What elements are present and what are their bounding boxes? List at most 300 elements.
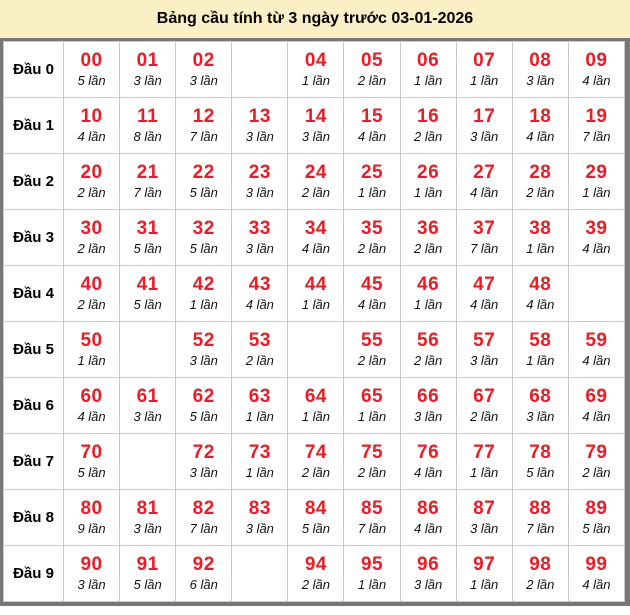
pair-cell xyxy=(400,434,456,490)
pair-number: 31 xyxy=(136,218,159,239)
pair-count: 1 lần xyxy=(301,73,331,88)
pair-number: 53 xyxy=(248,330,271,351)
pair-number: 55 xyxy=(360,330,384,351)
pair-number: 14 xyxy=(304,106,327,127)
pair-cell xyxy=(232,490,288,546)
pair-count: 7 lần xyxy=(189,521,218,536)
pair-count: 1 lần xyxy=(414,297,443,312)
pair-count: 2 lần xyxy=(245,353,274,368)
pair-cell xyxy=(176,322,232,378)
pair-cell xyxy=(456,322,512,378)
pair-count: 3 lần xyxy=(526,409,555,424)
pair-cell xyxy=(400,42,456,98)
pair-number: 38 xyxy=(529,218,552,239)
pair-cell xyxy=(64,154,120,210)
pair-cell xyxy=(288,378,344,434)
pair-number: 42 xyxy=(192,274,215,295)
pair-number: 83 xyxy=(248,498,271,519)
pair-number: 99 xyxy=(585,554,608,575)
pair-cell xyxy=(176,546,232,602)
pair-count: 4 lần xyxy=(357,297,387,312)
pair-cell xyxy=(120,98,176,154)
row-header: Đầu 8 xyxy=(4,490,64,546)
pair-number: 39 xyxy=(585,218,608,239)
pair-cell xyxy=(344,154,400,210)
pair-number: 78 xyxy=(529,442,552,463)
pair-cell xyxy=(512,546,568,602)
pair-cell xyxy=(568,42,624,98)
pair-count: 1 lần xyxy=(357,409,387,424)
pair-number: 92 xyxy=(192,554,215,575)
table-row xyxy=(4,98,625,154)
pair-count: 1 lần xyxy=(414,185,443,200)
pair-number: 47 xyxy=(473,274,496,295)
pair-count: 4 lần xyxy=(414,521,443,536)
pair-number: 56 xyxy=(417,330,440,351)
pair-count: 1 lần xyxy=(582,185,611,200)
pair-number: 70 xyxy=(80,442,103,463)
pair-cell xyxy=(176,434,232,490)
pair-count: 7 lần xyxy=(357,521,387,536)
pair-number: 75 xyxy=(360,442,384,463)
pair-number: 46 xyxy=(417,274,440,295)
pair-number: 06 xyxy=(417,50,440,71)
pair-cell xyxy=(120,546,176,602)
pair-number: 32 xyxy=(192,218,215,239)
pair-number: 07 xyxy=(473,50,496,71)
pair-count: 5 lần xyxy=(133,241,162,256)
pair-count: 3 lần xyxy=(470,521,499,536)
pair-cell xyxy=(64,490,120,546)
pair-cell xyxy=(400,98,456,154)
pair-number: 69 xyxy=(585,386,608,407)
pair-number: 74 xyxy=(304,442,327,463)
pair-count: 3 lần xyxy=(414,409,443,424)
pair-number: 10 xyxy=(80,106,103,127)
pair-cell xyxy=(232,434,288,490)
pair-cell xyxy=(568,210,624,266)
pair-cell xyxy=(64,42,120,98)
pair-number: 16 xyxy=(417,106,440,127)
pair-count: 3 lần xyxy=(245,241,274,256)
pair-cell xyxy=(512,322,568,378)
pair-count: 4 lần xyxy=(77,409,106,424)
pair-count: 2 lần xyxy=(414,353,443,368)
pair-cell xyxy=(568,490,624,546)
row-header: Đầu 0 xyxy=(4,42,64,98)
pair-count: 2 lần xyxy=(357,353,387,368)
pair-count: 1 lần xyxy=(189,297,218,312)
pair-number: 40 xyxy=(80,274,103,295)
pair-number: 43 xyxy=(248,274,271,295)
pair-cell xyxy=(120,210,176,266)
empty-cell xyxy=(568,266,624,322)
pair-cell xyxy=(512,98,568,154)
pair-cell xyxy=(288,266,344,322)
pair-count: 1 lần xyxy=(301,297,331,312)
pair-cell xyxy=(120,490,176,546)
pair-number: 29 xyxy=(585,162,608,183)
pair-count: 1 lần xyxy=(301,409,331,424)
table-row xyxy=(4,434,625,490)
pair-number: 76 xyxy=(417,442,440,463)
table-row xyxy=(4,490,625,546)
pair-number: 25 xyxy=(360,162,384,183)
pair-number: 72 xyxy=(192,442,215,463)
pair-number: 97 xyxy=(473,554,496,575)
empty-cell xyxy=(120,322,176,378)
pair-number: 90 xyxy=(80,554,103,575)
pair-cell xyxy=(232,378,288,434)
pair-count: 3 lần xyxy=(301,129,331,144)
table-row xyxy=(4,210,625,266)
pair-count: 1 lần xyxy=(357,577,387,592)
pair-number: 27 xyxy=(473,162,496,183)
pair-count: 1 lần xyxy=(526,241,555,256)
pair-cell xyxy=(456,154,512,210)
empty-cell xyxy=(288,322,344,378)
pair-cell xyxy=(400,266,456,322)
pair-count: 3 lần xyxy=(245,185,274,200)
pair-count: 1 lần xyxy=(357,185,387,200)
pair-count: 2 lần xyxy=(470,409,499,424)
pair-count: 4 lần xyxy=(245,297,274,312)
pair-count: 7 lần xyxy=(133,185,162,200)
pair-count: 4 lần xyxy=(526,297,555,312)
pair-cell xyxy=(400,546,456,602)
table-row xyxy=(4,378,625,434)
pair-count: 4 lần xyxy=(526,129,555,144)
pair-number: 24 xyxy=(304,162,327,183)
pair-cell xyxy=(344,42,400,98)
pair-number: 44 xyxy=(304,274,327,295)
pair-count: 2 lần xyxy=(77,241,106,256)
pair-count: 1 lần xyxy=(245,465,274,480)
pair-number: 48 xyxy=(529,274,552,295)
pair-number: 88 xyxy=(529,498,552,519)
pair-number: 82 xyxy=(192,498,215,519)
pair-cell xyxy=(344,434,400,490)
pair-cell xyxy=(512,434,568,490)
pair-number: 65 xyxy=(360,386,384,407)
pair-number: 64 xyxy=(304,386,327,407)
pair-number: 73 xyxy=(248,442,271,463)
pair-number: 50 xyxy=(80,330,103,351)
pair-number: 96 xyxy=(417,554,440,575)
pair-count: 1 lần xyxy=(245,409,274,424)
pair-count: 4 lần xyxy=(77,129,106,144)
pair-cell xyxy=(344,322,400,378)
pair-number: 30 xyxy=(80,218,103,239)
pair-cell xyxy=(400,490,456,546)
pair-number: 22 xyxy=(192,162,215,183)
pair-cell xyxy=(288,98,344,154)
row-header: Đầu 6 xyxy=(4,378,64,434)
pair-number: 61 xyxy=(136,386,159,407)
pair-count: 1 lần xyxy=(470,73,499,88)
pair-count: 3 lần xyxy=(133,73,162,88)
pair-cell xyxy=(176,266,232,322)
pair-cell xyxy=(232,210,288,266)
pair-count: 5 lần xyxy=(189,409,218,424)
pair-cell xyxy=(64,266,120,322)
pair-cell xyxy=(456,42,512,98)
pair-count: 7 lần xyxy=(526,521,555,536)
row-header: Đầu 9 xyxy=(4,546,64,602)
row-header: Đầu 1 xyxy=(4,98,64,154)
pair-number: 34 xyxy=(304,218,327,239)
pair-cell xyxy=(344,378,400,434)
pair-count: 7 lần xyxy=(470,241,499,256)
pair-count: 4 lần xyxy=(582,73,611,88)
pair-cell xyxy=(568,154,624,210)
pair-number: 77 xyxy=(473,442,496,463)
pair-number: 80 xyxy=(80,498,103,519)
pair-cell xyxy=(456,378,512,434)
pair-count: 5 lần xyxy=(133,577,162,592)
pair-count: 3 lần xyxy=(189,73,218,88)
pair-number: 04 xyxy=(304,50,327,71)
pair-number: 95 xyxy=(360,554,384,575)
row-header: Đầu 2 xyxy=(4,154,64,210)
pair-cell xyxy=(232,98,288,154)
pair-count: 3 lần xyxy=(77,577,106,592)
pair-number: 01 xyxy=(136,50,159,71)
pair-cell xyxy=(344,266,400,322)
pair-number: 37 xyxy=(473,218,496,239)
pair-cell xyxy=(456,98,512,154)
pair-count: 9 lần xyxy=(77,521,106,536)
pair-count: 2 lần xyxy=(301,465,331,480)
pair-cell xyxy=(568,98,624,154)
pair-count: 1 lần xyxy=(414,73,443,88)
pair-number: 66 xyxy=(417,386,440,407)
pair-count: 4 lần xyxy=(582,577,611,592)
pair-count: 4 lần xyxy=(414,465,443,480)
pair-count: 7 lần xyxy=(189,129,218,144)
pair-cell xyxy=(400,154,456,210)
table-row xyxy=(4,42,625,98)
pair-number: 11 xyxy=(137,106,159,127)
pair-cell xyxy=(64,434,120,490)
pair-count: 2 lần xyxy=(301,185,331,200)
pair-number: 08 xyxy=(529,50,552,71)
pair-cell xyxy=(568,434,624,490)
pair-count: 4 lần xyxy=(582,353,611,368)
pair-count: 2 lần xyxy=(357,465,387,480)
pair-count: 3 lần xyxy=(189,465,218,480)
pair-number: 79 xyxy=(585,442,608,463)
table-row xyxy=(4,154,625,210)
table-row xyxy=(4,266,625,322)
pair-cell xyxy=(64,546,120,602)
pair-cell xyxy=(456,210,512,266)
pair-cell xyxy=(288,154,344,210)
pair-cell xyxy=(288,210,344,266)
pair-count: 2 lần xyxy=(77,297,106,312)
pair-cell xyxy=(400,210,456,266)
pair-number: 21 xyxy=(136,162,159,183)
pair-number: 26 xyxy=(417,162,440,183)
pair-number: 59 xyxy=(585,330,608,351)
pair-cell xyxy=(456,546,512,602)
pair-cell xyxy=(288,42,344,98)
pair-cell xyxy=(64,210,120,266)
pair-number: 84 xyxy=(304,498,327,519)
pair-count: 4 lần xyxy=(582,241,611,256)
pair-count: 3 lần xyxy=(245,129,274,144)
pair-count: 3 lần xyxy=(470,353,499,368)
pair-count: 2 lần xyxy=(526,577,555,592)
title-banner xyxy=(0,0,630,38)
pair-count: 6 lần xyxy=(189,577,218,592)
pair-cell xyxy=(232,154,288,210)
pair-cell xyxy=(512,154,568,210)
pair-cell xyxy=(288,490,344,546)
pair-count: 5 lần xyxy=(301,521,331,536)
pair-number: 91 xyxy=(136,554,159,575)
pair-cell xyxy=(344,98,400,154)
pair-count: 3 lần xyxy=(189,353,218,368)
pair-cell xyxy=(344,490,400,546)
pair-cell xyxy=(512,42,568,98)
pair-number: 68 xyxy=(529,386,552,407)
pair-cell xyxy=(232,266,288,322)
pair-cell xyxy=(176,42,232,98)
empty-cell xyxy=(120,434,176,490)
pair-number: 00 xyxy=(80,50,103,71)
pair-cell xyxy=(288,434,344,490)
pair-cell xyxy=(400,322,456,378)
pair-number: 36 xyxy=(417,218,440,239)
pair-count: 1 lần xyxy=(470,577,499,592)
pair-cell xyxy=(568,378,624,434)
pair-cell xyxy=(120,266,176,322)
pair-cell xyxy=(568,322,624,378)
pair-cell xyxy=(176,98,232,154)
pair-cell xyxy=(344,546,400,602)
pair-count: 7 lần xyxy=(582,129,611,144)
pair-number: 09 xyxy=(585,50,608,71)
pair-number: 15 xyxy=(360,106,384,127)
pair-count: 2 lần xyxy=(414,129,443,144)
pair-cell xyxy=(512,266,568,322)
pair-cell xyxy=(456,490,512,546)
pair-number: 57 xyxy=(473,330,496,351)
pair-number: 35 xyxy=(360,218,384,239)
pair-cell xyxy=(456,266,512,322)
pair-count: 2 lần xyxy=(77,185,106,200)
pair-count: 2 lần xyxy=(582,465,611,480)
pair-count: 4 lần xyxy=(357,129,387,144)
pair-count: 1 lần xyxy=(526,353,555,368)
pair-count: 5 lần xyxy=(189,241,218,256)
pair-cell xyxy=(512,210,568,266)
pair-number: 12 xyxy=(192,106,215,127)
pair-count: 2 lần xyxy=(357,73,387,88)
pair-cell xyxy=(120,378,176,434)
pair-cell xyxy=(400,378,456,434)
pair-count: 4 lần xyxy=(301,241,331,256)
pair-count: 3 lần xyxy=(133,521,162,536)
pair-cell xyxy=(512,490,568,546)
pair-number: 62 xyxy=(192,386,215,407)
row-header: Đầu 5 xyxy=(4,322,64,378)
pair-number: 58 xyxy=(529,330,552,351)
pair-number: 94 xyxy=(304,554,327,575)
empty-cell xyxy=(232,42,288,98)
pair-count: 5 lần xyxy=(582,521,611,536)
pair-count: 5 lần xyxy=(189,185,218,200)
pair-number: 45 xyxy=(360,274,384,295)
pair-cell xyxy=(176,378,232,434)
pair-cell xyxy=(344,210,400,266)
pair-cell xyxy=(64,98,120,154)
pair-number: 52 xyxy=(192,330,215,351)
pair-cell xyxy=(64,322,120,378)
pair-number: 67 xyxy=(473,386,496,407)
pair-cell xyxy=(176,210,232,266)
pair-count: 5 lần xyxy=(526,465,555,480)
pair-number: 98 xyxy=(529,554,552,575)
pair-number: 86 xyxy=(417,498,440,519)
pair-count: 2 lần xyxy=(301,577,331,592)
pair-number: 19 xyxy=(585,106,608,127)
pair-cell xyxy=(456,434,512,490)
page-title: Bảng cầu tính từ 3 ngày trước 03-01-2026 xyxy=(156,10,474,27)
pair-number: 41 xyxy=(136,274,159,295)
pair-number: 63 xyxy=(248,386,271,407)
pair-number: 87 xyxy=(473,498,496,519)
pair-count: 3 lần xyxy=(414,577,443,592)
pair-number: 33 xyxy=(248,218,271,239)
pair-number: 81 xyxy=(136,498,159,519)
pair-number: 05 xyxy=(360,50,384,71)
pair-count: 3 lần xyxy=(526,73,555,88)
pair-count: 2 lần xyxy=(526,185,555,200)
row-header: Đầu 4 xyxy=(4,266,64,322)
pair-count: 3 lần xyxy=(245,521,274,536)
pair-cell xyxy=(120,42,176,98)
pair-number: 02 xyxy=(192,50,215,71)
empty-cell xyxy=(232,546,288,602)
pair-count: 8 lần xyxy=(133,129,162,144)
pair-count: 1 lần xyxy=(77,353,106,368)
pair-cell xyxy=(64,378,120,434)
pair-cell xyxy=(288,546,344,602)
pair-number: 23 xyxy=(248,162,271,183)
pair-number: 18 xyxy=(529,106,552,127)
cau-table xyxy=(3,41,625,602)
pair-count: 5 lần xyxy=(77,465,106,480)
pair-count: 5 lần xyxy=(133,297,162,312)
pair-count: 4 lần xyxy=(470,185,499,200)
pair-cell xyxy=(120,154,176,210)
table-row xyxy=(4,546,625,602)
pair-cell xyxy=(512,378,568,434)
pair-number: 13 xyxy=(248,106,271,127)
pair-number: 60 xyxy=(80,386,103,407)
cau-table-frame xyxy=(0,38,630,606)
pair-cell xyxy=(176,490,232,546)
pair-number: 17 xyxy=(473,106,496,127)
pair-count: 3 lần xyxy=(470,129,499,144)
pair-count: 2 lần xyxy=(357,241,387,256)
pair-count: 1 lần xyxy=(470,465,499,480)
row-header: Đầu 7 xyxy=(4,434,64,490)
table-row xyxy=(4,322,625,378)
pair-count: 4 lần xyxy=(470,297,499,312)
